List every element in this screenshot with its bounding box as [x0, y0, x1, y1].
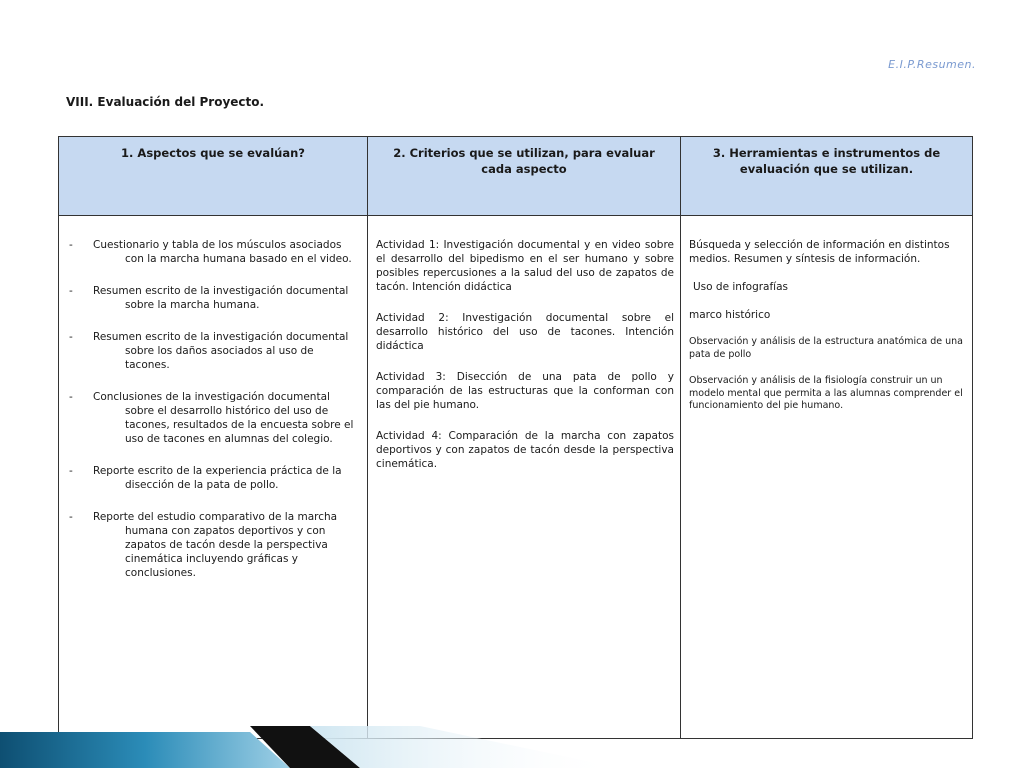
table-header-row — [59, 137, 973, 216]
slide-tag: E.I.P.Resumen. — [888, 58, 976, 71]
tool-item: Uso de infografías — [693, 281, 789, 293]
aspect-text: Reporte escrito de la experiencia práctica de la disección de la pata de pollo. — [93, 465, 342, 491]
aspect-text: Cuestionario y tabla de los músculos asociados con la marcha humana basado en el video. — [93, 239, 352, 265]
tool-item: Observación y análisis de la fisiología construir un un modelo mental que permita a las alumnas comprender el funcionamiento del pie humano. — [689, 375, 963, 411]
list-item: - Reporte escrito de la experiencia práctica de la disección de la pata de pollo. — [69, 465, 342, 491]
list-item: - Reporte del estudio comparativo de la marcha humana con zapatos deportivos y con zapatos de tacón desde la perspectiva cinemática incluyendo gráficas y conclusiones. — [69, 511, 338, 579]
tools-cell — [681, 216, 973, 739]
tool-item: marco histórico — [689, 309, 771, 321]
aspect-text: Resumen escrito de la investigación documental sobre la marcha humana. — [93, 285, 349, 311]
aspect-text: Conclusiones de la investigación documental sobre el desarrollo histórico del uso de tacones, resultados de la encuesta sobre el uso de tacones en alumnas del colegio. — [93, 391, 354, 445]
criteria-item: Actividad 3: Disección de una pata de pollo y comparación de las estructuras que la conforman con las del pie humano. — [376, 371, 674, 411]
aspect-text: Resumen escrito de la investigación documental sobre los daños asociados al uso de tacones. — [93, 331, 349, 371]
table-row — [59, 216, 973, 739]
section-title: VIII. Evaluación del Proyecto. — [66, 95, 265, 109]
aspect-text: Reporte del estudio comparativo de la marcha humana con zapatos deportivos y con zapatos de tacón desde la perspectiva cinemática incluyendo gráficas y conclusiones. — [93, 511, 338, 579]
header-tools: 3. Herramientas e instrumentos de evaluación que se utilizan. — [681, 137, 973, 216]
tool-item: Observación y análisis de la estructura anatómica de una pata de pollo — [689, 336, 963, 360]
footer-decoration — [0, 726, 1024, 768]
footer-band-light — [310, 726, 620, 768]
list-item: - Conclusiones de la investigación documental sobre el desarrollo histórico del uso de tacones, resultados de la encuesta sobre el uso de tacones en alumnas del colegio. — [69, 391, 354, 445]
criteria-item: Actividad 2: Investigación documental sobre el desarrollo histórico del uso de tacones. Intención didáctica — [376, 312, 674, 352]
header-criteria: 2. Criterios que se utilizan, para evaluar cada aspecto — [368, 137, 681, 216]
aspects-cell — [59, 216, 368, 739]
criteria-item: Actividad 4: Comparación de la marcha con zapatos deportivos y con zapatos de tacón desde la perspectiva cinemática. — [376, 430, 674, 470]
tool-item: Búsqueda y selección de información en distintos medios. Resumen y síntesis de información. — [689, 239, 950, 265]
evaluation-table — [58, 136, 973, 739]
footer-band-blue — [0, 732, 290, 768]
aspects-list — [67, 238, 361, 580]
criteria-item: Actividad 1: Investigación documental y en video sobre el desarrollo del bipedismo en el ser humano y sobre posibles repercusiones a la salud del uso de zapatos de tacón. Intención didáctica — [376, 239, 674, 293]
criteria-cell — [368, 216, 681, 739]
header-aspects: 1. Aspectos que se evalúan? — [59, 137, 368, 216]
list-item: - Resumen escrito de la investigación documental sobre los daños asociados al uso de tacones. — [69, 331, 349, 371]
list-item: - Resumen escrito de la investigación documental sobre la marcha humana. — [69, 285, 349, 311]
list-item: - Cuestionario y tabla de los músculos asociados con la marcha humana basado en el video. — [69, 239, 352, 265]
